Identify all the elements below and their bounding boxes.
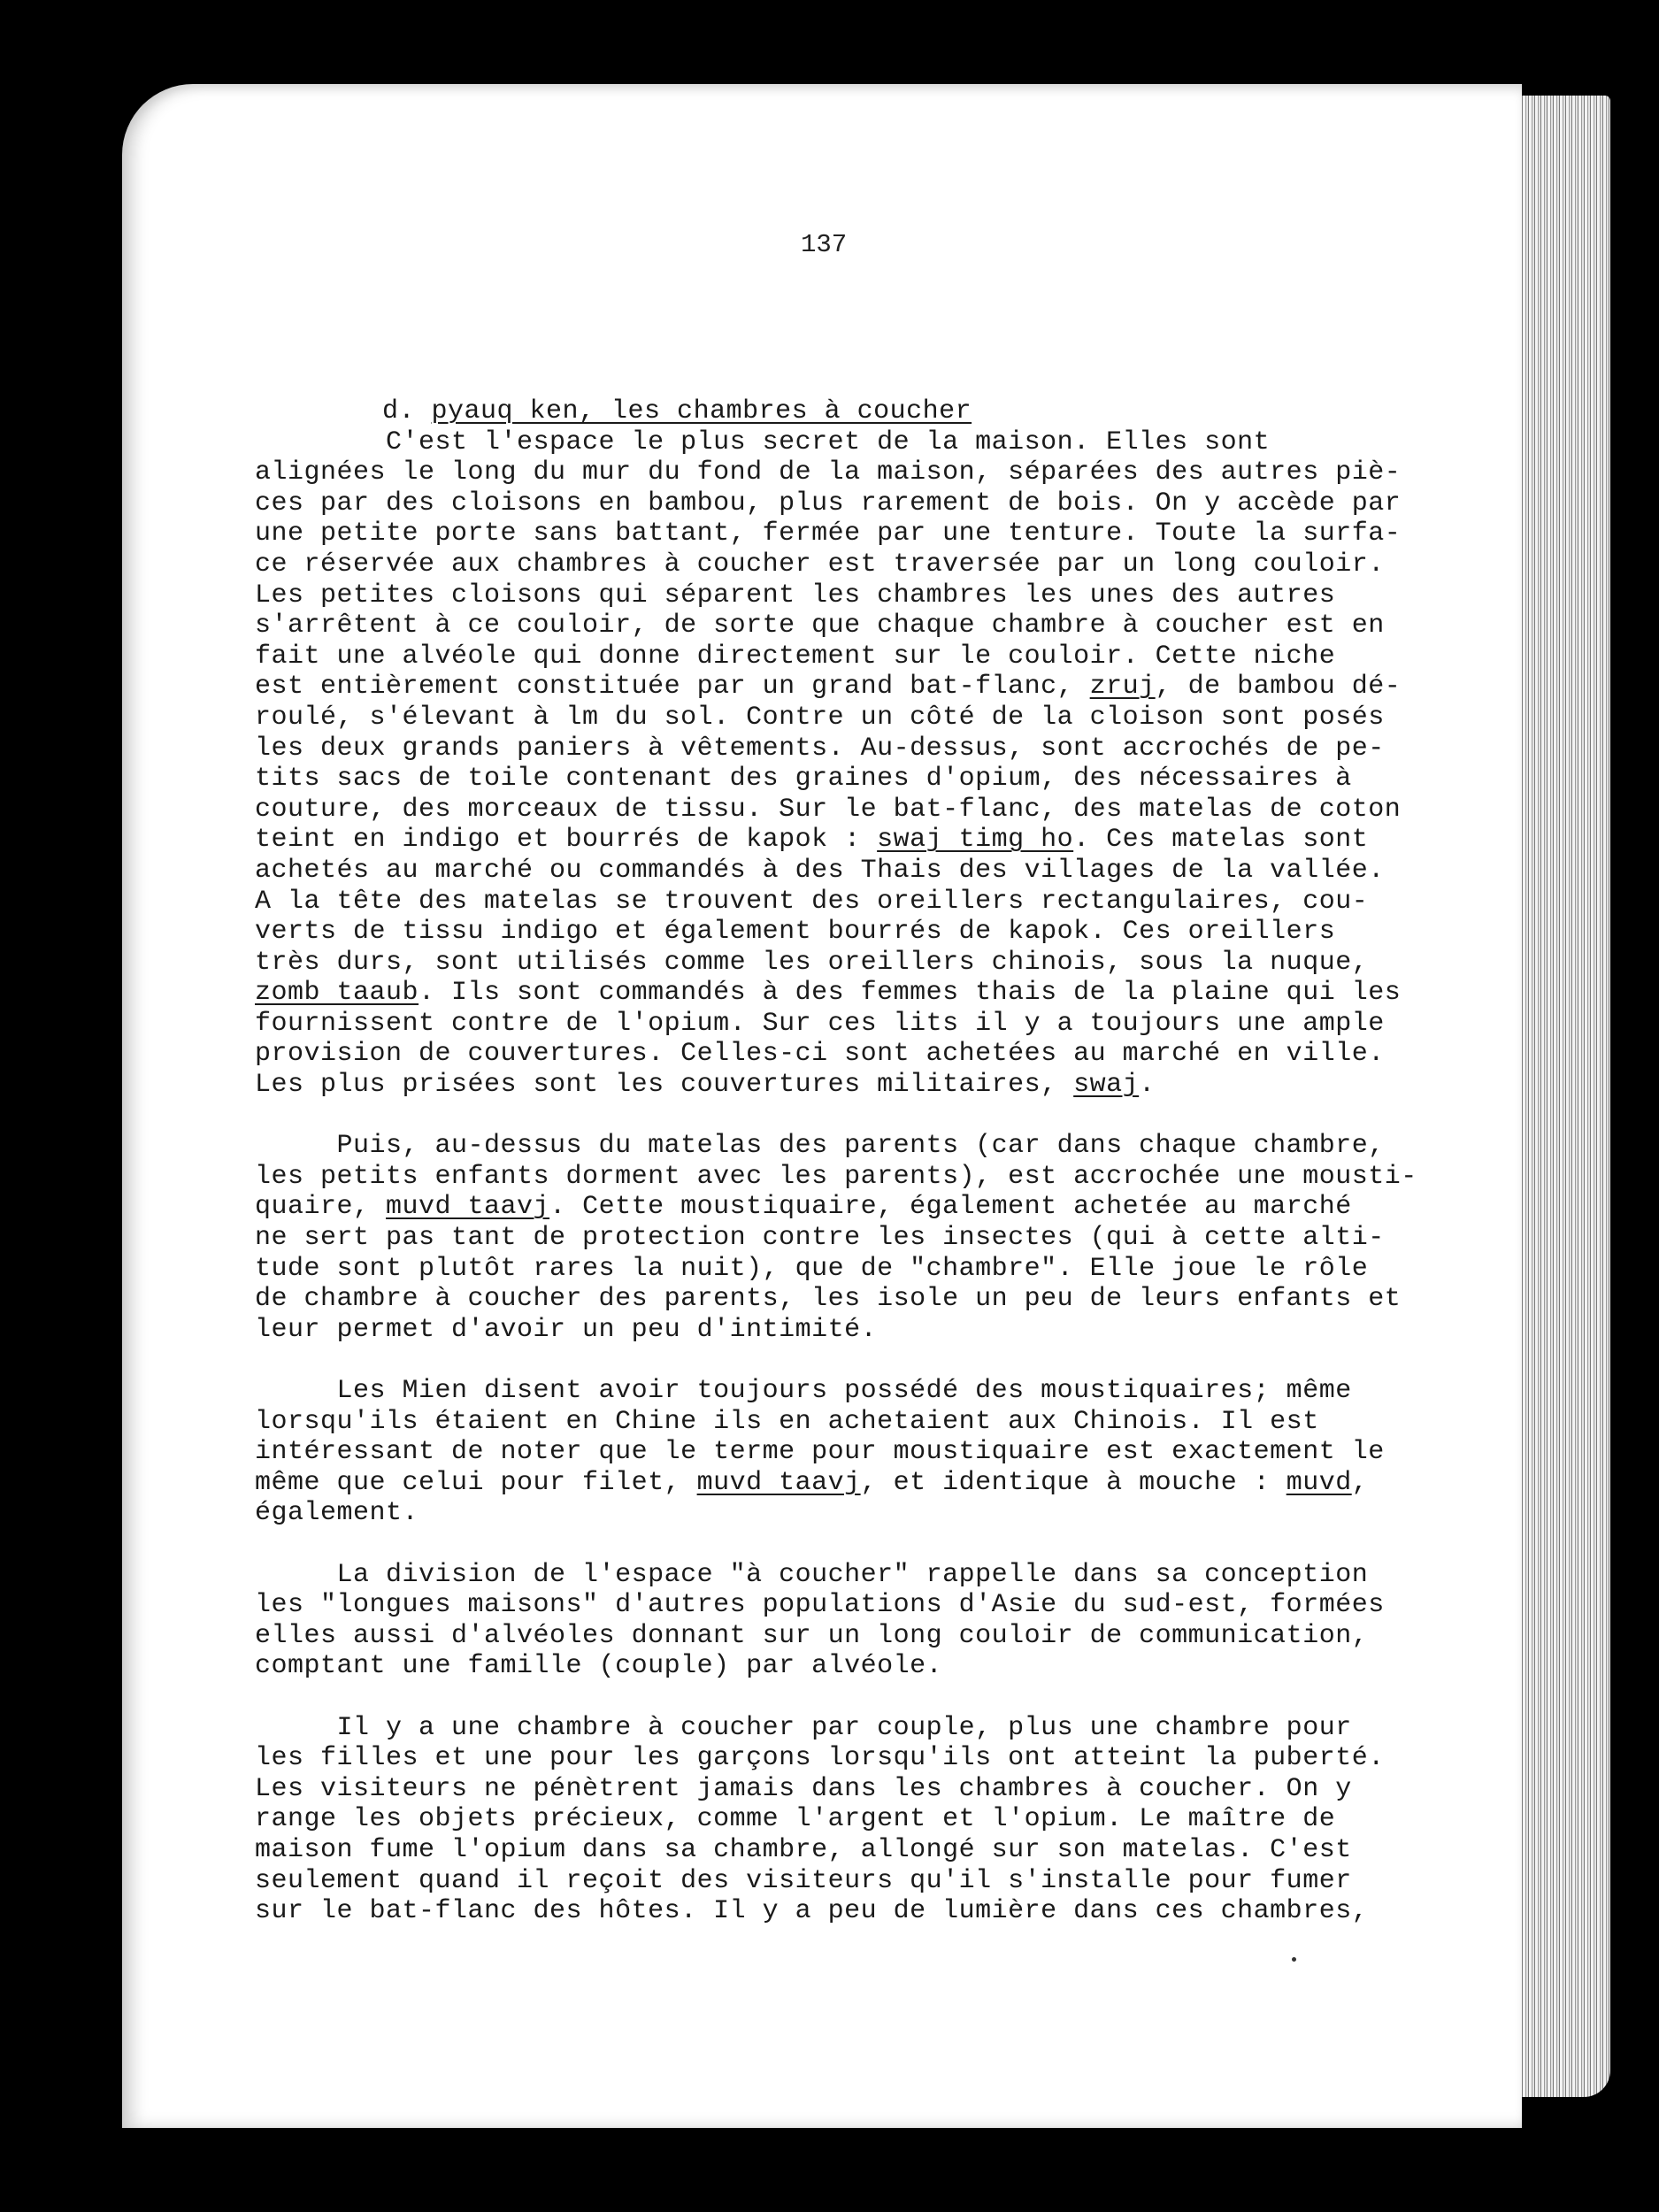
text-line <box>255 794 1402 826</box>
text-run: Les plus prisées sont les couvertures militaires, <box>255 1070 1074 1101</box>
text-run: Les Mien disent avoir toujours possédé des moustiquaires; même <box>255 1376 1352 1406</box>
text-line <box>255 1437 1396 1468</box>
text-line <box>255 457 1402 488</box>
text-run: une petite porte sans battant, fermée par une tenture. Toute la surfa- <box>255 518 1402 549</box>
text-run: intéressant de noter que le terme pour moustiquaire est exactement le <box>255 1437 1385 1468</box>
text-run: seulement quand il reçoit des visiteurs qu'il s'installe pour fumer <box>255 1865 1352 1896</box>
paragraph-gap <box>255 1101 1396 1132</box>
underlined-term: zruj <box>1089 672 1156 703</box>
text-run: quaire, <box>255 1192 387 1223</box>
text-line <box>255 1192 1396 1223</box>
text-line <box>255 549 1396 580</box>
text-line <box>255 1621 1396 1652</box>
text-run: également. <box>255 1498 419 1529</box>
text-run: verts de tissu indigo et également bourrés de kapok. Ces oreillers <box>255 917 1336 948</box>
text-run: Puis, au-dessus du matelas des parents (car dans chaque chambre, <box>255 1131 1385 1162</box>
text-line <box>255 1161 1417 1193</box>
text-line <box>255 764 1396 795</box>
text-run: . Ils sont commandés à des femmes thais de la plaine qui les <box>419 978 1402 1009</box>
text-run: leur permet d'avoir un peu d'intimité. <box>255 1314 878 1345</box>
text-run: Les petites cloisons qui séparent les chambres les unes des autres <box>255 580 1336 611</box>
text-line <box>255 1284 1402 1315</box>
text-run: tude sont plutôt rares la nuit), que de "chambre". Elle joue le rôle <box>255 1253 1369 1284</box>
text-line <box>255 427 1396 458</box>
page-number: 137 <box>801 230 848 259</box>
underlined-term: muvd <box>1286 1467 1352 1498</box>
text-line <box>255 1560 1396 1591</box>
text-run: teint en indigo et bourrés de kapok : <box>255 825 878 856</box>
text-run: provision de couvertures. Celles-ci sont achetées au marché en ville. <box>255 1039 1385 1070</box>
text-run: de chambre à coucher des parents, les isole un peu de leurs enfants et <box>255 1284 1402 1315</box>
text-line <box>255 948 1396 979</box>
underlined-term: muvd taavj <box>386 1192 550 1223</box>
text-line <box>255 672 1402 703</box>
text-line <box>255 1070 1396 1101</box>
text-run: fournissent contre de l'opium. Sur ces lits il y a toujours une ample <box>255 1008 1385 1039</box>
speck <box>1292 1957 1296 1962</box>
body-text <box>255 396 1417 1927</box>
text-line <box>255 1223 1396 1254</box>
text-run: les filles et une pour les garçons lorsqu'ils ont atteint la puberté. <box>255 1743 1385 1774</box>
text-run: alignées le long du mur du fond de la maison, séparées des autres piè- <box>255 457 1402 488</box>
section-heading <box>382 396 1396 427</box>
text-run: couture, des morceaux de tissu. Sur le bat-flanc, des matelas de coton <box>255 794 1402 825</box>
text-line <box>255 641 1396 672</box>
text-line <box>255 887 1396 918</box>
text-line <box>255 580 1396 611</box>
text-line <box>255 1804 1396 1835</box>
text-run: comptant une famille (couple) par alvéole. <box>255 1651 943 1682</box>
text-run: lorsqu'ils étaient en Chine ils en achetaient aux Chinois. Il est <box>255 1406 1319 1437</box>
text-run: , et identique à mouche : <box>860 1467 1286 1498</box>
text-run: La division de l'espace "à coucher" rappelle dans sa conception <box>255 1559 1369 1590</box>
text-line <box>255 611 1396 641</box>
text-run: . Cette moustiquaire, également achetée au marché <box>549 1192 1352 1223</box>
text-line <box>255 917 1396 948</box>
text-run: les "longues maisons" d'autres populations d'Asie du sud-est, formées <box>255 1590 1385 1621</box>
text-run: elles aussi d'alvéoles donnant sur un long couloir de communication, <box>255 1620 1369 1651</box>
text-line <box>255 1131 1396 1162</box>
text-run: , de bambou dé- <box>1155 672 1402 703</box>
paragraph-gap <box>255 1345 1396 1376</box>
text-line <box>255 703 1396 733</box>
text-line <box>255 856 1396 887</box>
text-run: est entièrement constituée par un grand bat-flanc, <box>255 672 1090 703</box>
text-run: range les objets précieux, comme l'argent et l'opium. Le maître de <box>255 1804 1336 1835</box>
underlined-term: muvd taavj <box>696 1467 861 1498</box>
text-line <box>255 1866 1396 1897</box>
text-line <box>255 488 1402 519</box>
text-run: maison fume l'opium dans sa chambre, allongé sur son matelas. C'est <box>255 1834 1352 1865</box>
text-line <box>255 1774 1396 1805</box>
text-run: ce réservée aux chambres à coucher est traversée par un long couloir. <box>255 549 1385 580</box>
text-line <box>255 1590 1396 1621</box>
text-line <box>255 825 1396 856</box>
underlined-term: pyauq ken, les chambres à coucher <box>431 396 972 426</box>
text-line <box>255 1743 1396 1774</box>
text-line <box>255 1407 1396 1438</box>
text-run: . <box>1139 1070 1156 1101</box>
text-line <box>255 1009 1396 1040</box>
text-line <box>255 1651 1396 1682</box>
text-run: s'arrêtent à ce couloir, de sorte que chaque chambre à coucher est en <box>255 611 1385 641</box>
text-line <box>255 1713 1396 1744</box>
text-run: même que celui pour filet, <box>255 1467 697 1498</box>
text-run: Les visiteurs ne pénètrent jamais dans les chambres à coucher. On y <box>255 1773 1352 1804</box>
text-run: tits sacs de toile contenant des graines d'opium, des nécessaires à <box>255 764 1352 795</box>
text-line <box>255 518 1402 549</box>
text-run: . Ces matelas sont <box>1073 825 1369 856</box>
text-line <box>255 1039 1396 1070</box>
text-run: ne sert pas tant de protection contre les insectes (qui à cette alti- <box>255 1223 1385 1254</box>
text-line <box>255 1315 1396 1346</box>
paragraph-gap <box>255 1529 1396 1560</box>
text-run: d. <box>382 396 432 426</box>
text-run: très durs, sont utilisés comme les oreillers chinois, sous la nuque, <box>255 947 1369 978</box>
text-run: , <box>1351 1467 1369 1498</box>
text-run: C'est l'espace le plus secret de la maison. Elles sont <box>255 426 1271 457</box>
text-run: A la tête des matelas se trouvent des oreillers rectangulaires, cou- <box>255 886 1369 917</box>
text-run: les petits enfants dorment avec les parents), est accrochée une mousti- <box>255 1161 1417 1192</box>
underlined-term: zomb taaub <box>255 978 419 1009</box>
text-line <box>255 1896 1396 1927</box>
underlined-term: swaj <box>1073 1070 1140 1101</box>
text-line <box>255 1835 1396 1866</box>
text-run: sur le bat-flanc des hôtes. Il y a peu de lumière dans ces chambres, <box>255 1896 1369 1927</box>
text-run: Il y a une chambre à coucher par couple, plus une chambre pour <box>255 1712 1352 1743</box>
paragraph-gap <box>255 1682 1396 1713</box>
text-run: roulé, s'élevant à lm du sol. Contre un côté de la cloison sont posés <box>255 702 1385 733</box>
text-run: fait une alvéole qui donne directement sur le couloir. Cette niche <box>255 641 1336 672</box>
text-line <box>255 1498 1396 1529</box>
text-line <box>255 1468 1396 1499</box>
text-line <box>255 1376 1396 1407</box>
text-line <box>255 1254 1396 1285</box>
underlined-term: swaj timg ho <box>877 825 1074 856</box>
text-run: ces par des cloisons en bambou, plus rarement de bois. On y accède par <box>255 488 1402 518</box>
text-line <box>255 978 1402 1009</box>
text-run: achetés au marché ou commandés à des Thais des villages de la vallée. <box>255 855 1385 886</box>
text-line <box>255 733 1396 764</box>
text-run: les deux grands paniers à vêtements. Au-dessus, sont accrochés de pe- <box>255 733 1385 764</box>
